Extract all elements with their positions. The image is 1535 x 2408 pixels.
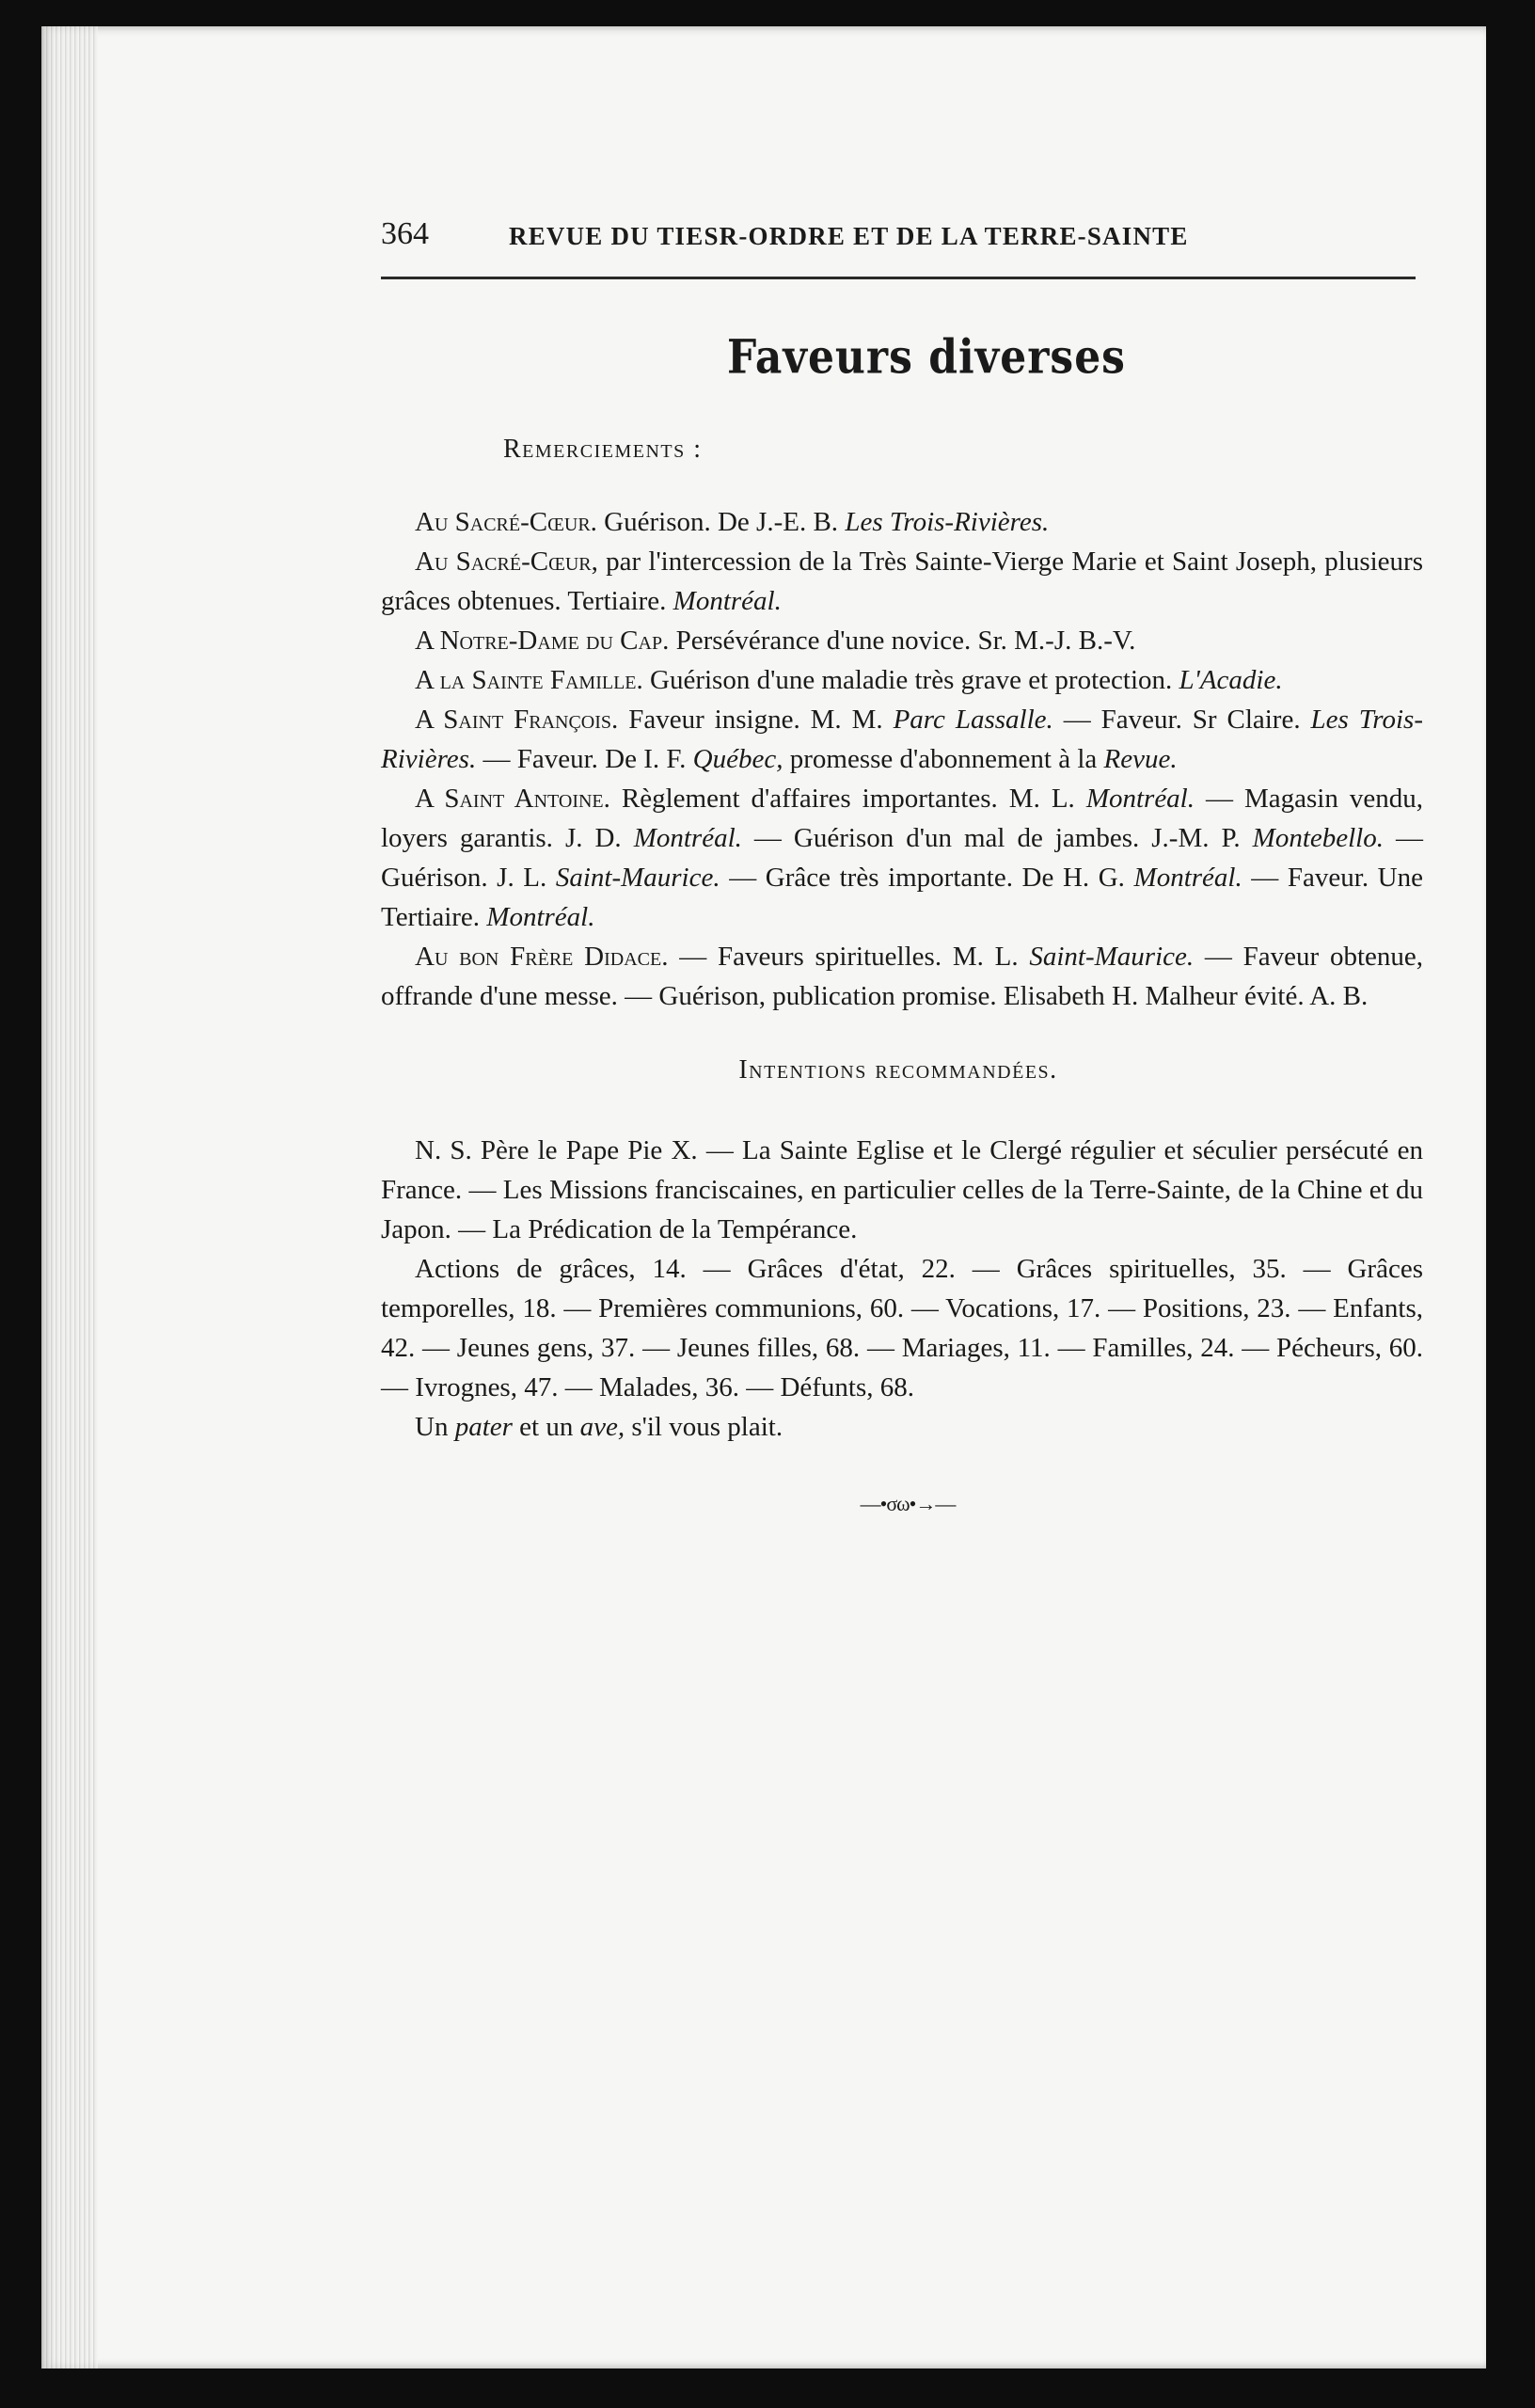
italic-text: Montréal.	[633, 823, 742, 853]
remerciement-entry	[381, 502, 1423, 542]
entry-heading: Au bon Frère Didace.	[415, 942, 669, 972]
journal-title: REVUE DU TIESR-ORDRE ET DE LA TERRE-SAINTE	[509, 222, 1189, 250]
entry-heading: A Saint Antoine.	[415, 784, 610, 814]
intention-entry	[381, 1131, 1423, 1249]
intentions-heading: Intentions recommandées.	[738, 1055, 1058, 1085]
italic-text: Montréal.	[1133, 863, 1242, 893]
header-rule	[381, 277, 1416, 279]
entry-text: — Guérison d'un mal de jambes. J.-M. P.	[741, 823, 1253, 853]
entry-text: — Faveurs spirituelles. M. L.	[668, 942, 1030, 972]
entry-text: N. S. Père le Pape Pie X. — La Sainte Eglise et le Clergé régulier et séculier persécuté en France. — Les Missions franciscaines, en particulier celles de la Terre-Sainte, de la Chine et du Japon. — La Prédication de la Tempérance.	[381, 1135, 1423, 1244]
entry-text: promesse d'abonnement à la	[783, 744, 1104, 774]
section-title: Faveurs diverses	[727, 330, 1126, 386]
remerciement-entry	[381, 700, 1423, 779]
entry-text: par l'intercession de la Très Sainte-Vierge Marie et Saint Joseph, plusieurs grâces obtenues. Tertiaire.	[381, 547, 1423, 616]
entry-text: — Magasin vendu, loyers garantis. J. D.	[381, 784, 1423, 853]
italic-text: Parc Lassalle.	[893, 705, 1053, 735]
page-content	[381, 209, 1423, 1516]
entry-text: Persévérance d'une novice. Sr. M.-J. B.-V.	[669, 626, 1136, 656]
italic-text: Saint-Maurice.	[1029, 942, 1195, 972]
entry-text: Règlement d'affaires importantes. M. L.	[609, 784, 1086, 814]
italic-text: Montebello.	[1252, 823, 1384, 853]
entry-text: — Faveur obtenue, offrande d'une messe. — Guérison, publication promise. Elisabeth H. Malheur évité. A. B.	[381, 942, 1423, 1011]
remerciements-heading: Remerciements :	[503, 435, 703, 464]
page-number: 364	[381, 216, 429, 251]
entry-heading: A la Sainte Famille.	[415, 665, 643, 695]
italic-text: Montréal.	[1085, 784, 1195, 814]
entry-text: s'il vous plait.	[625, 1412, 783, 1442]
intention-entry	[381, 1407, 1423, 1447]
entry-text: Guérison d'une maladie très grave et protection.	[642, 665, 1179, 695]
entry-heading: Au Sacré-Cœur.	[415, 507, 597, 537]
entry-text: — Faveur. De I. F.	[476, 744, 693, 774]
entry-text: et un	[512, 1412, 580, 1442]
remerciement-entry	[381, 621, 1423, 660]
remerciement-entry	[381, 779, 1423, 937]
page-edges	[41, 26, 98, 2368]
intention-entry	[381, 1249, 1423, 1407]
italic-text: Les Trois-Rivières.	[381, 705, 1423, 774]
remerciement-entry	[381, 660, 1423, 700]
italic-text: Montréal.	[673, 586, 782, 616]
running-head	[381, 209, 1423, 261]
italic-text: pater	[454, 1412, 513, 1442]
entry-text: Un	[415, 1412, 455, 1442]
remerciement-entry	[381, 542, 1423, 621]
entry-heading: A Notre-Dame du Cap.	[415, 626, 670, 656]
entry-text: Actions de grâces, 14. — Grâces d'état, 22. — Grâces spirituelles, 35. — Grâces temporelles, 18. — Premières communions, 60. — Vocations, 17. — Positions, 23. — Enfants, 42. — Jeunes gens, 37. — Jeunes filles, 68. — Mariages, 11. — Familles, 24. — Pécheurs, 60. — Ivrognes, 47. — Malades, 36. — Défunts, 68.	[381, 1254, 1423, 1402]
entry-text: — Faveur. Une Tertiaire.	[381, 863, 1423, 932]
italic-text: Québec,	[692, 744, 783, 774]
italic-text: Montréal.	[486, 902, 595, 932]
remerciements-list	[381, 502, 1423, 1016]
entry-text: Faveur insigne. M. M.	[618, 705, 894, 735]
remerciement-entry	[381, 937, 1423, 1016]
italic-text: L'Acadie.	[1179, 665, 1283, 695]
intentions-list	[381, 1131, 1423, 1447]
entry-heading: Au Sacré-Cœur,	[415, 547, 598, 577]
entry-text: — Faveur. Sr Claire.	[1052, 705, 1311, 735]
entry-text: — Guérison. J. L.	[381, 823, 1424, 893]
italic-text: Saint-Maurice.	[555, 863, 720, 893]
italic-text: ave,	[579, 1412, 625, 1442]
entry-heading: A Saint François.	[415, 705, 619, 735]
italic-text: Revue.	[1103, 744, 1178, 774]
entry-text: — Grâce très importante. De H. G.	[720, 863, 1134, 893]
italic-text: Les Trois-Rivières.	[845, 507, 1050, 537]
end-ornament: —•σω•→—	[860, 1492, 956, 1515]
entry-text: Guérison. De J.-E. B.	[596, 507, 846, 537]
